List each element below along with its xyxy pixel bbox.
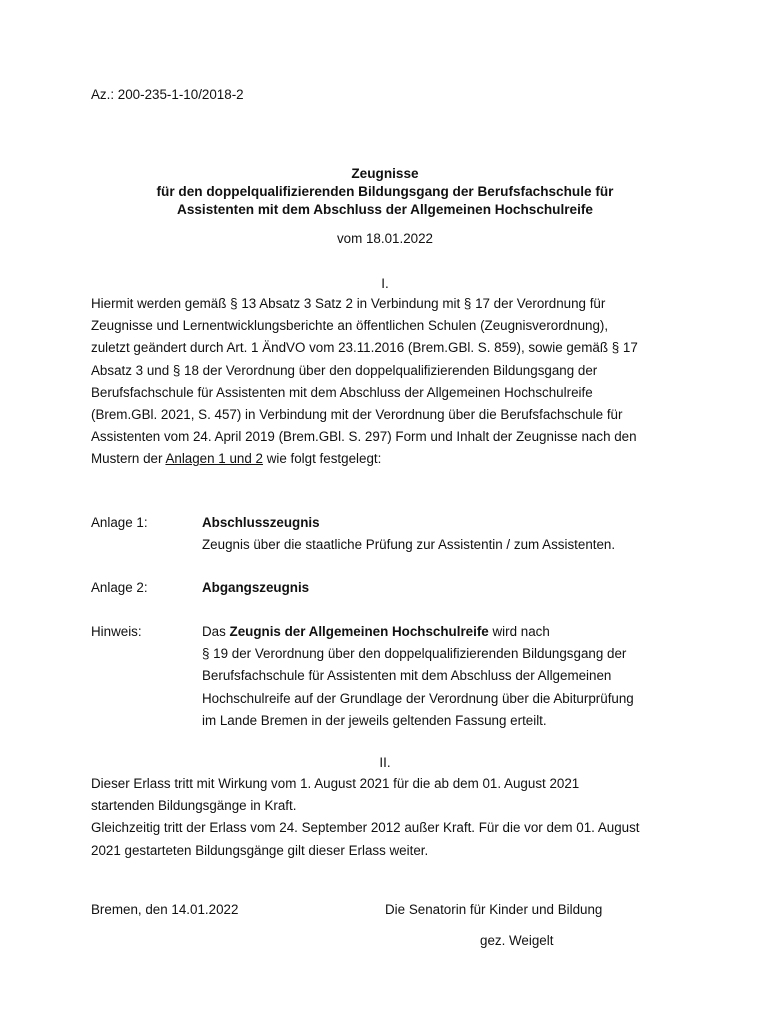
anlage-1-heading: Abschlusszeugnis: [202, 515, 320, 530]
hinweis-first-line: [202, 621, 682, 643]
section-1-last-suffix: wie folgt festgelegt:: [262, 451, 382, 467]
hinweis-body: [202, 621, 682, 732]
section-2-number: II.: [379, 755, 391, 770]
section-2-line: Dieser Erlass tritt mit Wirkung vom 1. August 2021 für die ab dem 01. August 2021: [91, 776, 580, 791]
anlagen-link[interactable]: Anlagen 1 und 2: [165, 451, 263, 467]
anlage-1-label: Anlage 1:: [91, 515, 148, 530]
section-2-line: startenden Bildungsgänge in Kraft.: [91, 798, 297, 814]
section-1-line: (Brem.GBl. 2021, S. 457) in Verbindung mit der Verordnung über die Berufsfachschule für: [91, 407, 623, 423]
section-1-line: Berufsfachschule für Assistenten mit dem Abschluss der Allgemeinen Hochschulreife: [91, 384, 593, 400]
hinweis-line: im Lande Bremen in der jeweils geltenden Fassung erteilt.: [202, 712, 547, 728]
hinweis-suffix: wird nach: [488, 624, 550, 639]
section-1-line: Absatz 3 und § 18 der Verordnung über den doppelqualifizierenden Bildungsgang der: [91, 362, 598, 378]
section-2-line: 2021 gestarteten Bildungsgänge gilt dieser Erlass weiter.: [91, 842, 429, 858]
title-line-2: für den doppelqualifizierenden Bildungsgang der Berufsfachschule für: [156, 184, 614, 199]
anlage-1-body: [202, 512, 682, 556]
hinweis-prefix: Das: [202, 624, 230, 639]
section-1-number: I.: [381, 276, 389, 291]
section-1-text: [91, 293, 691, 471]
document-title: [0, 165, 770, 219]
signature-authority: Die Senatorin für Kinder und Bildung: [385, 902, 603, 917]
signature-place-date: Bremen, den 14.01.2022: [91, 902, 239, 917]
anlage-2-label: Anlage 2:: [91, 580, 148, 595]
hinweis-line: Berufsfachschule für Assistenten mit dem Abschluss der Allgemeinen: [202, 668, 612, 684]
section-1-last-line: [91, 448, 691, 470]
signature-name: gez. Weigelt: [480, 933, 554, 948]
section-1-line: Zeugnisse und Lernentwicklungsberichte an öffentlichen Schulen (Zeugnisverordnung),: [91, 318, 609, 334]
anlage-2-heading: Abgangszeugnis: [202, 580, 310, 595]
title-line-1: Zeugnisse: [351, 166, 419, 181]
hinweis-label: Hinweis:: [91, 624, 142, 639]
reference-number: Az.: 200-235-1-10/2018-2: [91, 87, 244, 102]
anlage-1-description: Zeugnis über die staatliche Prüfung zur Assistentin / zum Assistenten.: [202, 537, 616, 553]
decree-date: vom 18.01.2022: [336, 231, 434, 246]
section-1-line: Hiermit werden gemäß § 13 Absatz 3 Satz 2 in Verbindung mit § 17 der Verordnung für: [91, 296, 606, 311]
section-1-line: Assistenten vom 24. April 2019 (Brem.GBl. S. 297) Form und Inhalt der Zeugnisse nach den: [91, 429, 637, 445]
title-line-3: Assistenten mit dem Abschluss der Allgemeinen Hochschulreife: [177, 202, 593, 217]
section-1-line: zuletzt geändert durch Art. 1 ÄndVO vom 23.11.2016 (Brem.GBl. S. 859), sowie gemäß § 17: [91, 340, 638, 356]
anlage-2-body: [202, 577, 682, 599]
section-2-text: [91, 773, 691, 862]
hinweis-line: § 19 der Verordnung über den doppelqualifizierenden Bildungsgang der: [202, 646, 627, 662]
section-1-last-prefix: Mustern der: [91, 451, 166, 467]
section-2-line: Gleichzeitig tritt der Erlass vom 24. September 2012 außer Kraft. Für die vor dem 01. August: [91, 820, 640, 836]
hinweis-bold: Zeugnis der Allgemeinen Hochschulreife: [229, 624, 489, 639]
hinweis-line: Hochschulreife auf der Grundlage der Verordnung über die Abiturprüfung: [202, 690, 634, 706]
